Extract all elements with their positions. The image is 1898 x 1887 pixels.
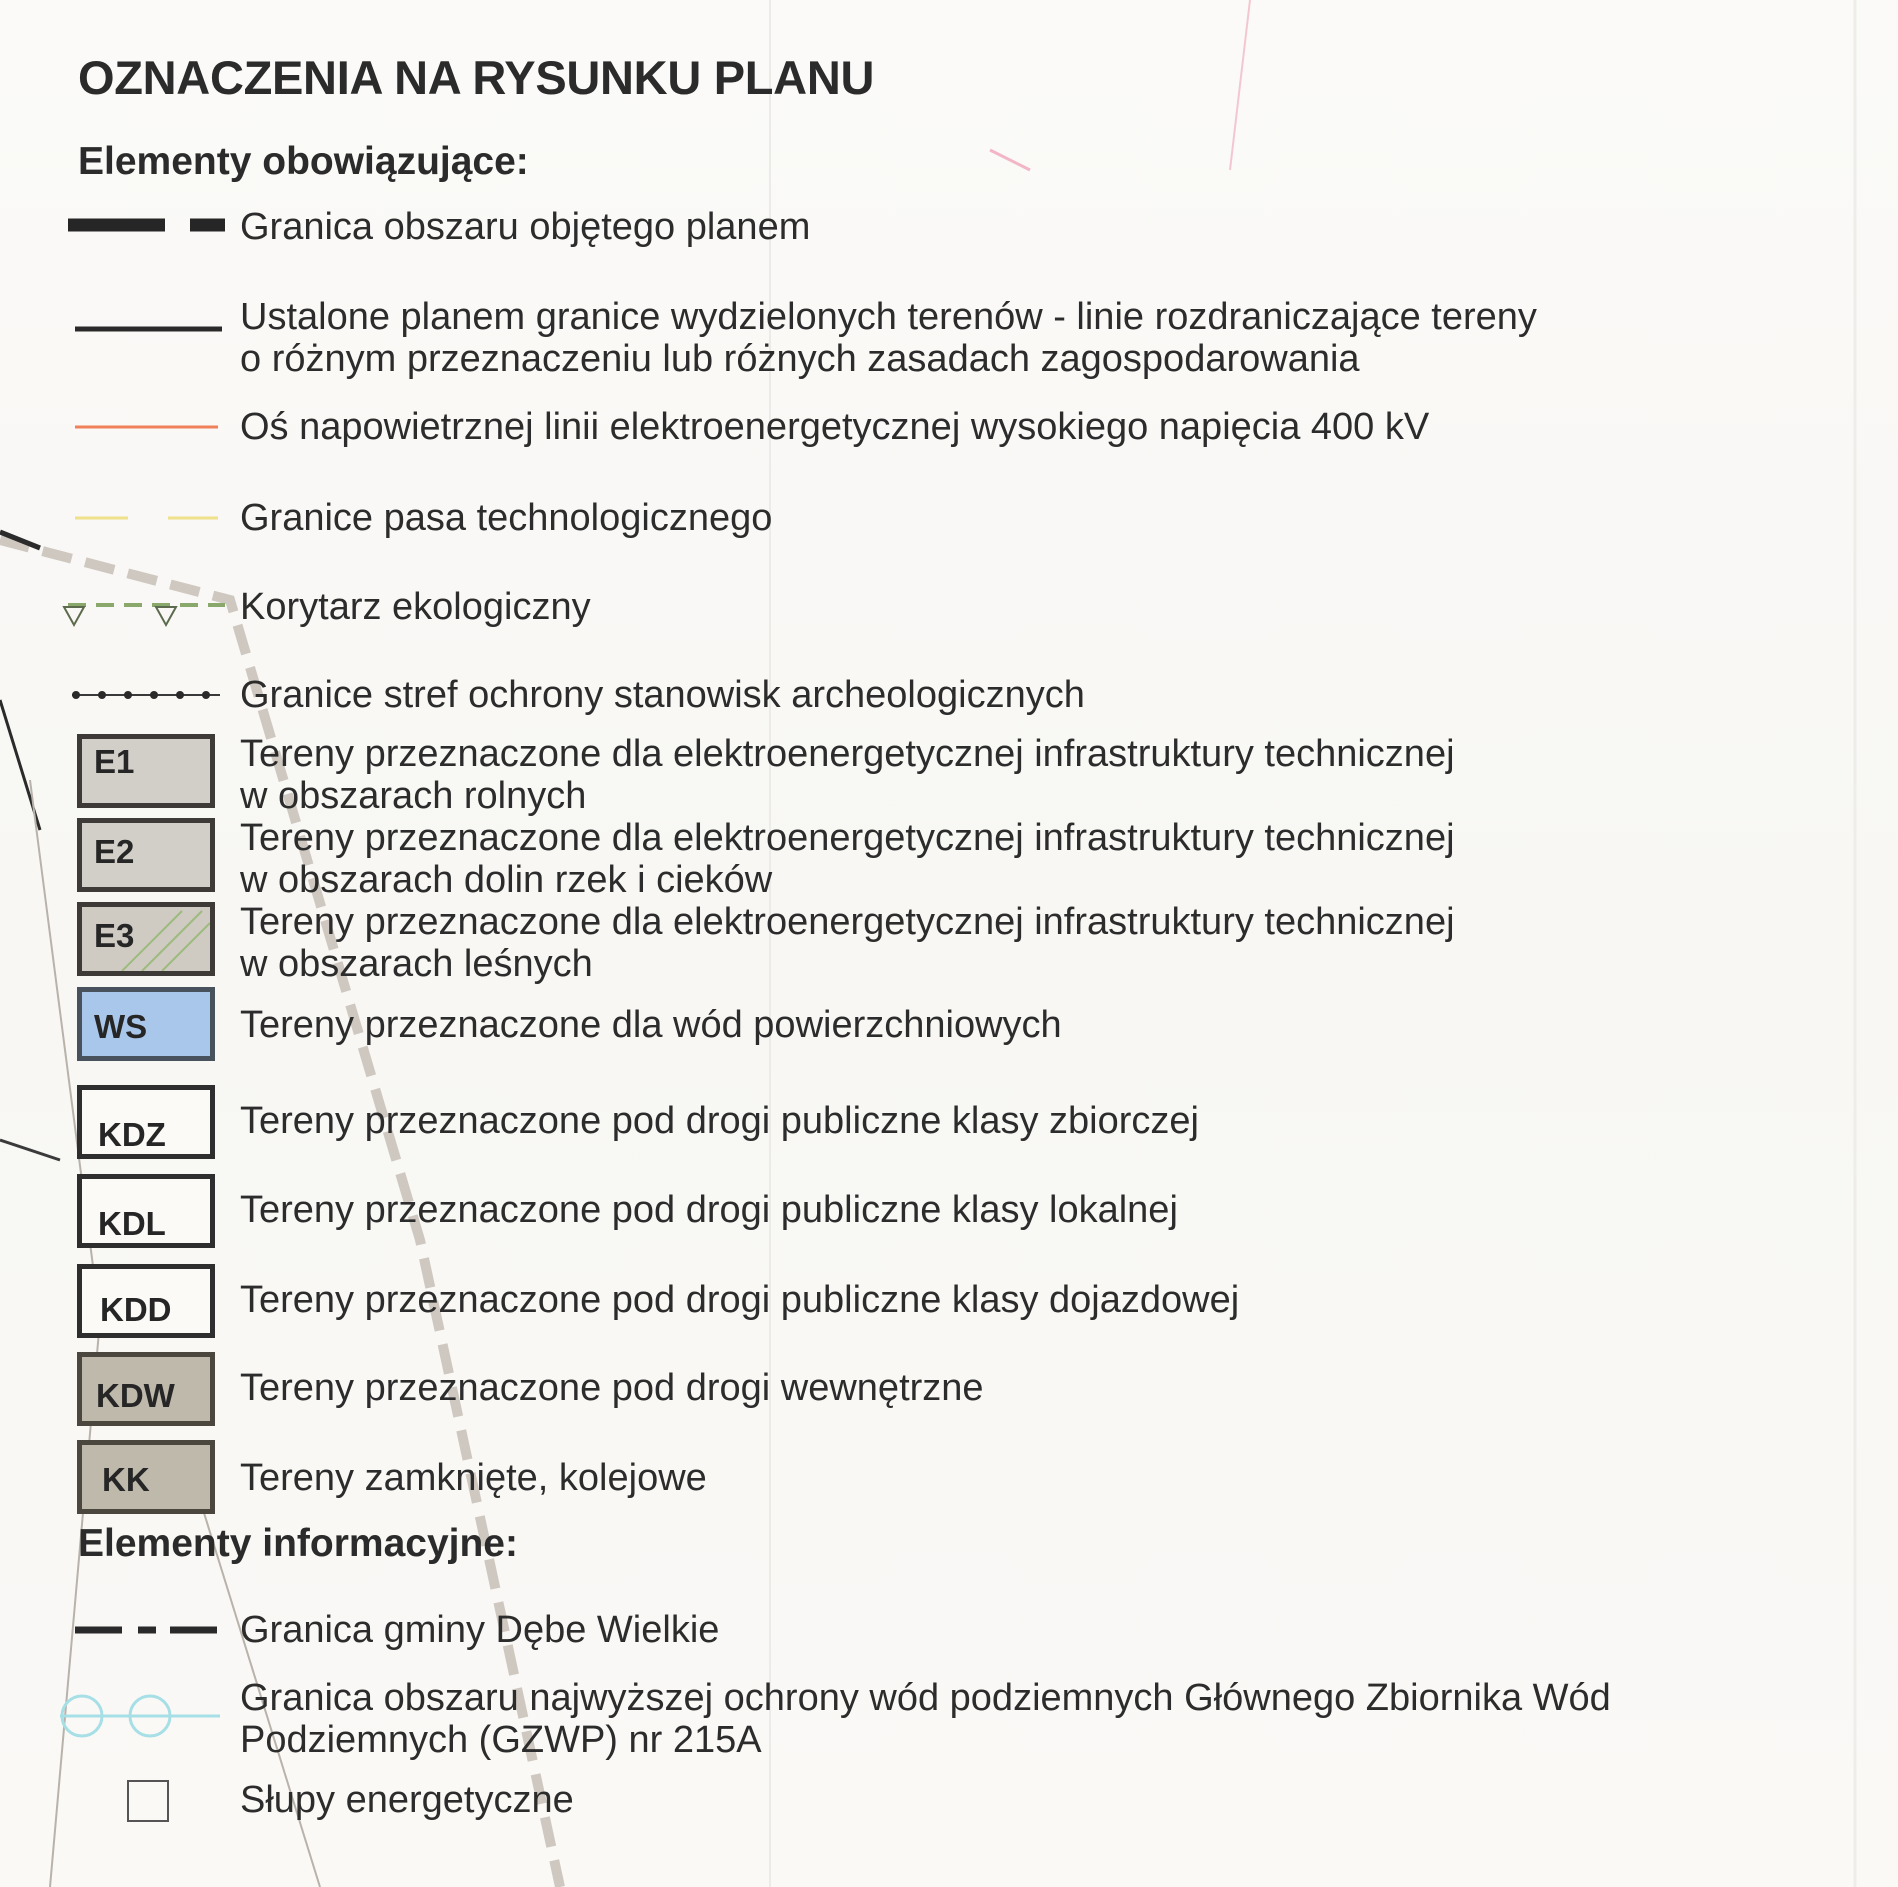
orange-line-icon — [60, 405, 230, 449]
zone-swatch-kdw — [77, 1352, 215, 1426]
zone-swatch-kk — [77, 1440, 215, 1514]
zone-code: KDD — [100, 1291, 172, 1328]
zone-code: KK — [102, 1461, 150, 1498]
zone-swatch-kdd — [77, 1264, 215, 1338]
zone-code: E3 — [94, 917, 135, 954]
legend-label: Tereny przeznaczone dla elektroenergetycznej infrastruktury technicznej — [240, 901, 1455, 943]
section-mandatory-heading: Elementy obowiązujące: — [78, 140, 529, 183]
legend-label-cont: w obszarach rolnych — [240, 775, 587, 817]
zone-swatch-kdz — [77, 1085, 215, 1159]
legend-label: Granica gminy Dębe Wielkie — [240, 1609, 720, 1651]
legend-label-cont: w obszarach dolin rzek i cieków — [240, 859, 773, 901]
legend-label: Granice pasa technologicznego — [240, 497, 773, 539]
zone-swatch-e3 — [77, 902, 215, 976]
legend-label: Granica obszaru najwyższej ochrony wód podziemnych Głównego Zbiornika Wód — [240, 1677, 1611, 1719]
dash-dot-line-icon — [60, 1608, 230, 1652]
legend-title: OZNACZENIA NA RYSUNKU PLANU — [78, 51, 875, 104]
empty-square-icon — [60, 1778, 230, 1828]
zone-code: KDL — [98, 1205, 166, 1242]
legend-label: Tereny przeznaczone dla wód powierzchniowych — [240, 1004, 1062, 1046]
thick-dashed-line-icon — [60, 205, 230, 245]
legend-label: Granica obszaru objętego planem — [240, 206, 811, 248]
zone-code: KDZ — [98, 1116, 166, 1153]
legend-label: Tereny zamknięte, kolejowe — [240, 1457, 707, 1499]
legend-label-cont: Podziemnych (GZWP) nr 215A — [240, 1719, 762, 1761]
legend-label: Tereny przeznaczone pod drogi publiczne klasy lokalnej — [240, 1189, 1178, 1231]
dotted-line-icon — [60, 673, 230, 717]
solid-line-icon — [60, 305, 230, 355]
legend-label: Tereny przeznaczone dla elektroenergetycznej infrastruktury technicznej — [240, 817, 1455, 859]
legend-label: Tereny przeznaczone pod drogi wewnętrzne — [240, 1367, 984, 1409]
legend-label-cont: w obszarach leśnych — [240, 943, 593, 985]
legend-label: Granice stref ochrony stanowisk archeologicznych — [240, 674, 1085, 716]
zone-swatch-e2 — [77, 818, 215, 892]
zone-code: E2 — [94, 833, 135, 870]
legend-label: Ustalone planem granice wydzielonych terenów - linie rozdraniczające tereny — [240, 296, 1537, 338]
legend-label: Słupy energetyczne — [240, 1779, 574, 1821]
circle-line-icon — [60, 1676, 230, 1746]
legend-label: Tereny przeznaczone dla elektroenergetycznej infrastruktury technicznej — [240, 733, 1455, 775]
legend-label: Tereny przeznaczone pod drogi publiczne klasy dojazdowej — [240, 1279, 1240, 1321]
legend-label: Oś napowietrznej linii elektroenergetycznej wysokiego napięcia 400 kV — [240, 406, 1430, 448]
zone-code: WS — [94, 1008, 148, 1045]
zone-swatch-kdl — [77, 1174, 215, 1248]
zone-swatch-ws — [77, 987, 215, 1061]
zone-swatch-e1 — [77, 734, 215, 808]
legend-label: Tereny przeznaczone pod drogi publiczne klasy zbiorczej — [240, 1100, 1199, 1142]
yellow-dashed-line-icon — [60, 496, 230, 540]
section-informative-heading: Elementy informacyjne: — [78, 1522, 518, 1565]
zone-code: KDW — [96, 1377, 175, 1414]
zone-code: E1 — [94, 743, 135, 780]
legend-label-cont: o różnym przeznaczeniu lub różnych zasadach zagospodarowania — [240, 338, 1360, 380]
eco-corridor-icon — [60, 585, 230, 635]
legend-label: Korytarz ekologiczny — [240, 586, 591, 628]
